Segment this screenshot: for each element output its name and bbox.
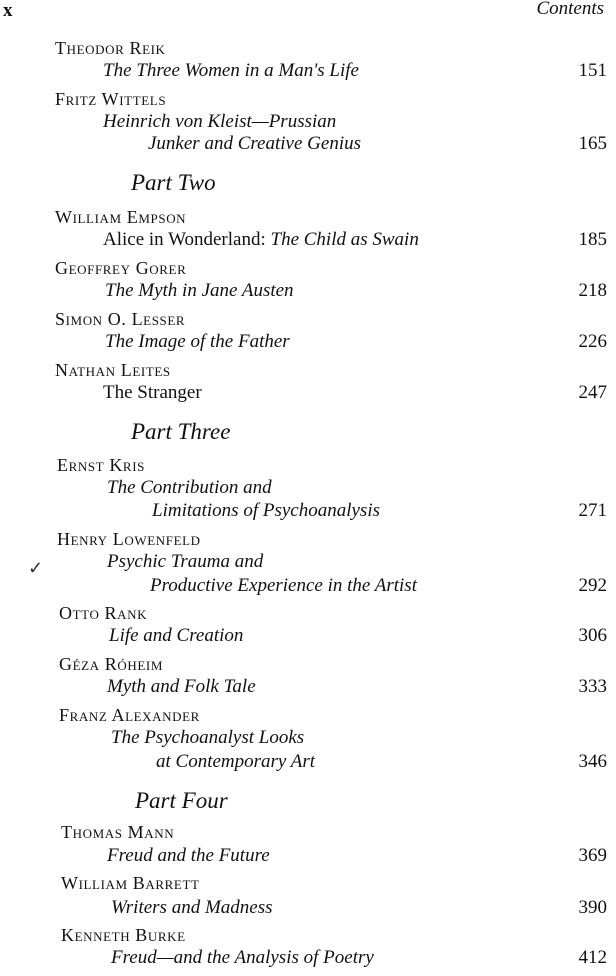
- entry-title: The Myth in Jane Austen: [105, 280, 294, 301]
- entry-author: Thomas Mann: [61, 822, 175, 842]
- entry-author: Ernst Kris: [57, 455, 145, 475]
- entry-page-number: 151: [578, 60, 607, 81]
- entry-author: William Empson: [55, 207, 187, 227]
- margin-check-mark: ✓: [28, 558, 44, 578]
- part-heading: Part Four: [135, 788, 228, 813]
- entry-title-continued: Junker and Creative Genius: [148, 133, 361, 154]
- entry-author: Kenneth Burke: [61, 925, 186, 945]
- entry-author: Nathan Leites: [55, 360, 171, 380]
- entry-page-number: 390: [578, 897, 607, 918]
- entry-title: The Image of the Father: [105, 331, 290, 352]
- entry-title: Freud and the Future: [107, 845, 270, 866]
- entry-title: The Contribution and: [107, 477, 272, 498]
- entry-page-number: 306: [578, 625, 607, 646]
- entry-author: Franz Alexander: [59, 705, 200, 725]
- entry-title: The Three Women in a Man's Life: [103, 60, 359, 81]
- entry-page-number: 333: [578, 676, 607, 697]
- entry-author: Otto Rank: [59, 603, 148, 623]
- entry-title-italic: The Child as Swain: [270, 229, 419, 250]
- entry-page-number: 218: [578, 280, 607, 301]
- entry-page-number: 247: [578, 382, 607, 403]
- entry-page-number: 346: [578, 751, 607, 772]
- entry-title: Psychic Trauma and: [107, 551, 264, 572]
- entry-author: Geoffrey Gorer: [55, 258, 187, 278]
- entry-page-number: 271: [578, 500, 607, 521]
- entry-page-number: 369: [578, 845, 607, 866]
- entry-author: Henry Lowenfeld: [57, 529, 201, 549]
- entry-title: The Stranger: [103, 382, 202, 403]
- entry-page-number: 185: [578, 229, 607, 250]
- entry-author: Géza Róheim: [59, 654, 163, 674]
- entry-title-continued: at Contemporary Art: [156, 751, 316, 772]
- entry-title-continued: Limitations of Psychoanalysis: [152, 500, 380, 521]
- page-roman-numeral: x: [3, 0, 13, 21]
- running-head: Contents: [536, 0, 604, 19]
- entry-title-roman: Alice in Wonderland:: [103, 229, 271, 250]
- part-heading: Part Three: [131, 419, 231, 444]
- entry-title: Life and Creation: [109, 625, 244, 646]
- entry-title: [103, 229, 419, 251]
- entry-title: Writers and Madness: [111, 897, 273, 918]
- entry-title-continued: Productive Experience in the Artist: [150, 575, 417, 596]
- entry-title: Myth and Folk Tale: [107, 676, 256, 697]
- entry-author: Theodor Reik: [55, 38, 166, 58]
- entry-author: William Barrett: [61, 873, 200, 893]
- entry-page-number: 292: [578, 575, 607, 596]
- entry-page-number: 226: [578, 331, 607, 352]
- entry-title: The Psychoanalyst Looks: [111, 727, 305, 748]
- entry-page-number: 165: [578, 133, 607, 154]
- part-heading: Part Two: [131, 170, 216, 195]
- entry-author: Fritz Wittels: [55, 89, 167, 109]
- entry-title: Freud—and the Analysis of Poetry: [111, 947, 374, 968]
- entry-author: Simon O. Lesser: [55, 309, 186, 329]
- entry-title: Heinrich von Kleist—Prussian: [103, 111, 337, 132]
- entry-page-number: 412: [578, 947, 607, 968]
